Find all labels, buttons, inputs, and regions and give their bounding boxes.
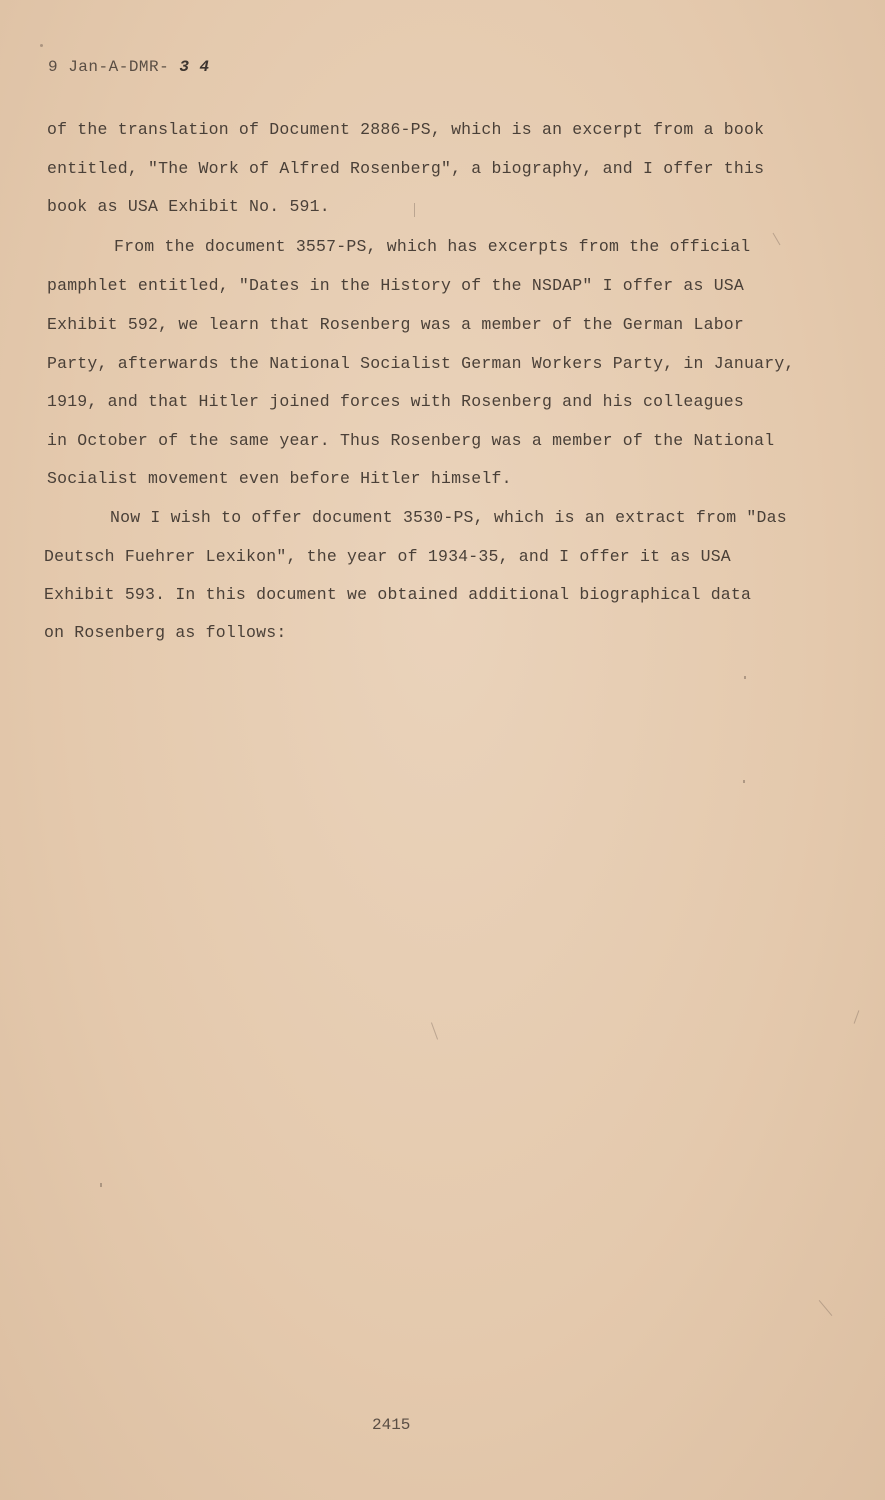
- text-line: Party, afterwards the National Socialist German Workers Party, in January,: [47, 354, 795, 373]
- text-line: of the translation of Document 2886-PS, which is an excerpt from a book: [47, 120, 765, 139]
- text-line: 1919, and that Hitler joined forces with Rosenberg and his colleagues: [47, 392, 745, 411]
- paper-scratch: [431, 1022, 438, 1039]
- text-line: Now I wish to offer document 3530-PS, which is an extract from "Das: [110, 508, 787, 527]
- paper-speck: [100, 1183, 102, 1187]
- paper-scratch: [773, 233, 781, 246]
- reference-code: 9 Jan-A-DMR-: [48, 58, 170, 76]
- text-line: book as USA Exhibit No. 591.: [47, 197, 330, 216]
- text-line: in October of the same year. Thus Rosenberg was a member of the National: [47, 431, 775, 450]
- text-line: From the document 3557-PS, which has excerpts from the official: [114, 237, 751, 256]
- paper-scratch: [414, 203, 415, 217]
- text-line: Exhibit 593. In this document we obtained additional biographical data: [44, 585, 752, 604]
- paper-speck: [743, 780, 745, 783]
- text-line: entitled, "The Work of Alfred Rosenberg", a biography, and I offer this: [47, 159, 765, 178]
- text-line: Socialist movement even before Hitler himself.: [47, 469, 512, 488]
- document-reference-stamp: [48, 58, 210, 76]
- paper-scratch: [819, 1300, 833, 1316]
- text-line: Exhibit 592, we learn that Rosenberg was a member of the German Labor: [47, 315, 745, 334]
- text-line: on Rosenberg as follows:: [44, 623, 287, 642]
- text-line: Deutsch Fuehrer Lexikon", the year of 1934-35, and I offer it as USA: [44, 547, 731, 566]
- handwritten-annotation: 3 4: [179, 58, 210, 76]
- text-line: pamphlet entitled, "Dates in the History of the NSDAP" I offer as USA: [47, 276, 745, 295]
- paper-speck: [40, 44, 43, 47]
- paper-scratch: [854, 1010, 860, 1023]
- page-number: 2415: [372, 1416, 411, 1434]
- paper-speck: [744, 676, 746, 679]
